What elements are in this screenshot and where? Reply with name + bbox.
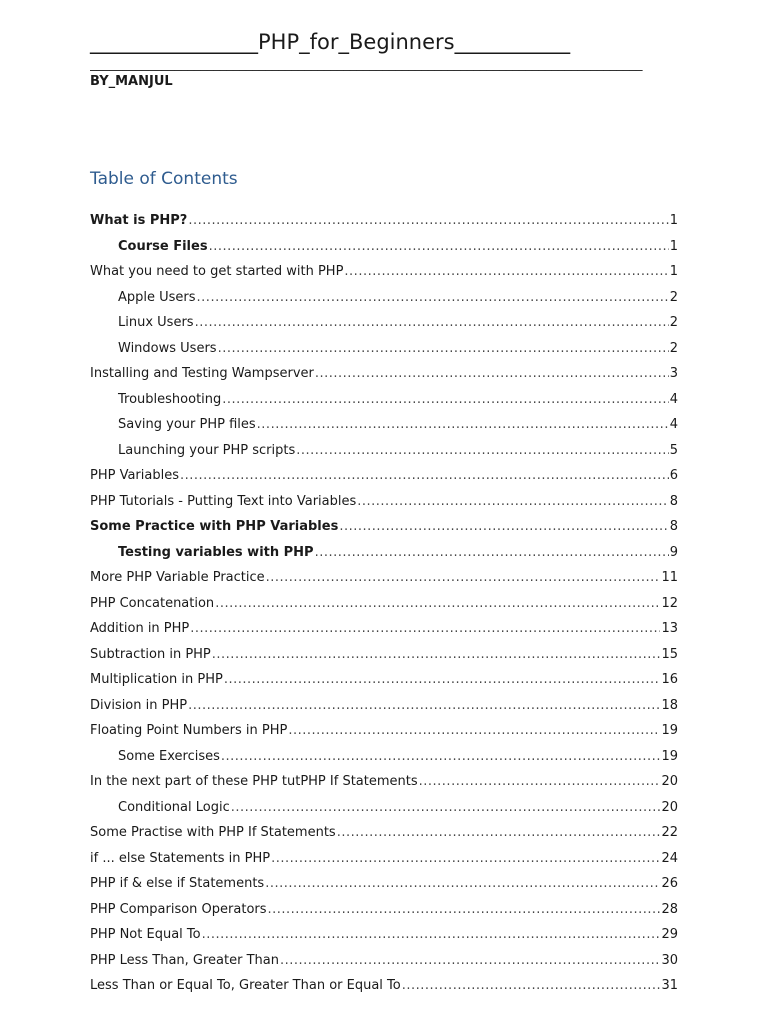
toc-entry[interactable] — [90, 285, 678, 311]
toc-page-number: 1 — [669, 264, 678, 279]
toc-dot-leader — [271, 846, 660, 872]
toc-entry[interactable] — [90, 310, 678, 336]
toc-entry[interactable] — [90, 642, 678, 668]
toc-entry-title: Some Exercises — [118, 748, 220, 764]
toc-entry[interactable] — [90, 846, 678, 872]
toc-entry-title: Some Practise with PHP If Statements — [90, 825, 336, 840]
toc-entry[interactable] — [90, 259, 678, 285]
toc-entry[interactable] — [90, 336, 678, 362]
toc-dot-leader — [224, 667, 661, 693]
toc-entry-title: What you need to get started with PHP — [90, 264, 344, 279]
toc-entry[interactable] — [90, 234, 678, 260]
toc-entry[interactable] — [90, 922, 678, 948]
toc-entry-title: Floating Point Numbers in PHP — [90, 723, 288, 738]
toc-entry-title: if ... else Statements in PHP — [90, 850, 271, 866]
toc-entry-title: Windows Users — [118, 340, 217, 356]
toc-page-number: 5 — [669, 442, 678, 458]
toc-entry-title: Installing and Testing Wampserver — [90, 366, 314, 381]
toc-dot-leader — [402, 973, 661, 999]
toc-entry[interactable] — [90, 820, 678, 846]
toc-page-number: 28 — [661, 901, 678, 917]
toc-page-number: 29 — [661, 927, 678, 942]
toc-page-number: 11 — [661, 570, 678, 585]
toc-dot-leader — [218, 336, 669, 362]
toc-dot-leader — [280, 948, 660, 974]
toc-page-number: 16 — [661, 672, 678, 687]
toc-page-number: 31 — [661, 978, 678, 993]
toc-page-number: 6 — [669, 468, 678, 483]
toc-dot-leader — [344, 259, 668, 285]
toc-dot-leader — [197, 285, 669, 311]
toc-entry[interactable] — [90, 897, 678, 923]
toc-page-number: 18 — [661, 697, 678, 713]
toc-dot-leader — [296, 438, 668, 464]
toc-entry-title: Addition in PHP — [90, 621, 190, 636]
toc-entry[interactable] — [90, 973, 678, 999]
toc-dot-leader — [357, 489, 668, 515]
toc-page-number: 20 — [661, 774, 678, 789]
toc-entry-title: Saving your PHP files — [118, 417, 256, 432]
toc-dot-leader — [339, 514, 668, 540]
toc-entry-title: Subtraction in PHP — [90, 646, 211, 662]
toc-entry[interactable] — [90, 591, 678, 617]
toc-dot-leader — [231, 795, 661, 821]
toc-page-number: 12 — [661, 595, 678, 611]
toc-entry-title: Conditional Logic — [118, 799, 230, 815]
toc-dot-leader — [215, 591, 660, 617]
toc-entry-title: More PHP Variable Practice — [90, 570, 265, 585]
title-underline: _____________________________________________________________________________________ — [90, 58, 643, 72]
toc-entry[interactable] — [90, 948, 678, 974]
table-of-contents — [90, 208, 678, 999]
toc-dot-leader — [209, 234, 669, 260]
toc-page-number: 4 — [669, 417, 678, 432]
toc-page-number: 19 — [661, 723, 678, 738]
toc-dot-leader — [212, 642, 661, 668]
toc-entry[interactable] — [90, 744, 678, 770]
author-line: BY_MANJUL — [90, 74, 173, 89]
toc-dot-leader — [315, 540, 669, 566]
toc-entry[interactable] — [90, 540, 678, 566]
toc-entry-title: Troubleshooting — [118, 391, 222, 407]
toc-page-number: 19 — [661, 748, 678, 764]
toc-page-number: 9 — [669, 544, 678, 560]
toc-dot-leader — [268, 897, 661, 923]
toc-dot-leader — [419, 769, 661, 795]
toc-entry-title: Multiplication in PHP — [90, 672, 223, 687]
toc-page-number: 2 — [669, 315, 678, 330]
toc-dot-leader — [195, 310, 669, 336]
toc-page-number: 20 — [661, 799, 678, 815]
toc-dot-leader — [190, 616, 660, 642]
toc-page-number: 15 — [661, 646, 678, 662]
toc-page-number: 2 — [669, 340, 678, 356]
toc-dot-leader — [222, 387, 668, 413]
toc-entry-title: PHP Variables — [90, 468, 179, 483]
toc-entry[interactable] — [90, 565, 678, 591]
toc-dot-leader — [288, 718, 660, 744]
toc-page-number: 3 — [669, 366, 678, 381]
toc-page-number: 8 — [669, 493, 678, 509]
toc-dot-leader — [265, 871, 660, 897]
toc-dot-leader — [180, 463, 669, 489]
toc-page-number: 1 — [669, 238, 678, 254]
toc-page-number: 1 — [669, 213, 678, 228]
toc-entry[interactable] — [90, 438, 678, 464]
toc-entry[interactable] — [90, 795, 678, 821]
toc-entry[interactable] — [90, 208, 678, 234]
toc-dot-leader — [188, 693, 660, 719]
toc-entry[interactable] — [90, 412, 678, 438]
toc-page-number: 13 — [661, 621, 678, 636]
toc-page-number: 24 — [661, 850, 678, 866]
toc-entry-title: Testing variables with PHP — [118, 544, 314, 560]
toc-entry[interactable] — [90, 489, 678, 515]
toc-entry[interactable] — [90, 361, 678, 387]
toc-entry-title: Course Files — [118, 238, 208, 254]
toc-entry-title: Some Practice with PHP Variables — [90, 519, 339, 534]
toc-entry[interactable] — [90, 769, 678, 795]
toc-entry[interactable] — [90, 616, 678, 642]
toc-page-number: 8 — [669, 519, 678, 534]
toc-entry[interactable] — [90, 387, 678, 413]
toc-entry-title: Less Than or Equal To, Greater Than or Equal To — [90, 978, 401, 993]
toc-entry[interactable] — [90, 693, 678, 719]
toc-entry-title: PHP Concatenation — [90, 595, 215, 611]
toc-page-number: 30 — [661, 952, 678, 968]
toc-page-number: 26 — [661, 876, 678, 891]
toc-entry[interactable] — [90, 871, 678, 897]
toc-entry-title: PHP if & else if Statements — [90, 876, 265, 891]
toc-entry-title: PHP Tutorials - Putting Text into Variables — [90, 493, 357, 509]
toc-entry[interactable] — [90, 667, 678, 693]
toc-dot-leader — [202, 922, 661, 948]
toc-entry-title: Apple Users — [118, 289, 196, 305]
document-page — [90, 28, 678, 999]
toc-entry-title: What is PHP? — [90, 213, 188, 228]
toc-entry[interactable] — [90, 514, 678, 540]
toc-entry-title: Launching your PHP scripts — [118, 442, 296, 458]
toc-entry[interactable] — [90, 463, 678, 489]
toc-entry-title: In the next part of these PHP tutPHP If Statements — [90, 774, 418, 789]
toc-entry-title: Division in PHP — [90, 697, 188, 713]
toc-dot-leader — [337, 820, 661, 846]
toc-entry-title: PHP Comparison Operators — [90, 901, 267, 917]
toc-entry-title: Linux Users — [118, 315, 194, 330]
toc-heading: Table of Contents — [90, 169, 238, 189]
toc-dot-leader — [188, 208, 668, 234]
document-title: ________________PHP_for_Beginners___________ — [90, 30, 571, 54]
toc-entry-title: PHP Less Than, Greater Than — [90, 952, 279, 968]
toc-dot-leader — [266, 565, 661, 591]
toc-page-number: 4 — [669, 391, 678, 407]
toc-dot-leader — [257, 412, 669, 438]
toc-page-number: 22 — [661, 825, 678, 840]
toc-page-number: 2 — [669, 289, 678, 305]
toc-entry[interactable] — [90, 718, 678, 744]
toc-dot-leader — [221, 744, 661, 770]
toc-dot-leader — [315, 361, 669, 387]
toc-entry-title: PHP Not Equal To — [90, 927, 201, 942]
